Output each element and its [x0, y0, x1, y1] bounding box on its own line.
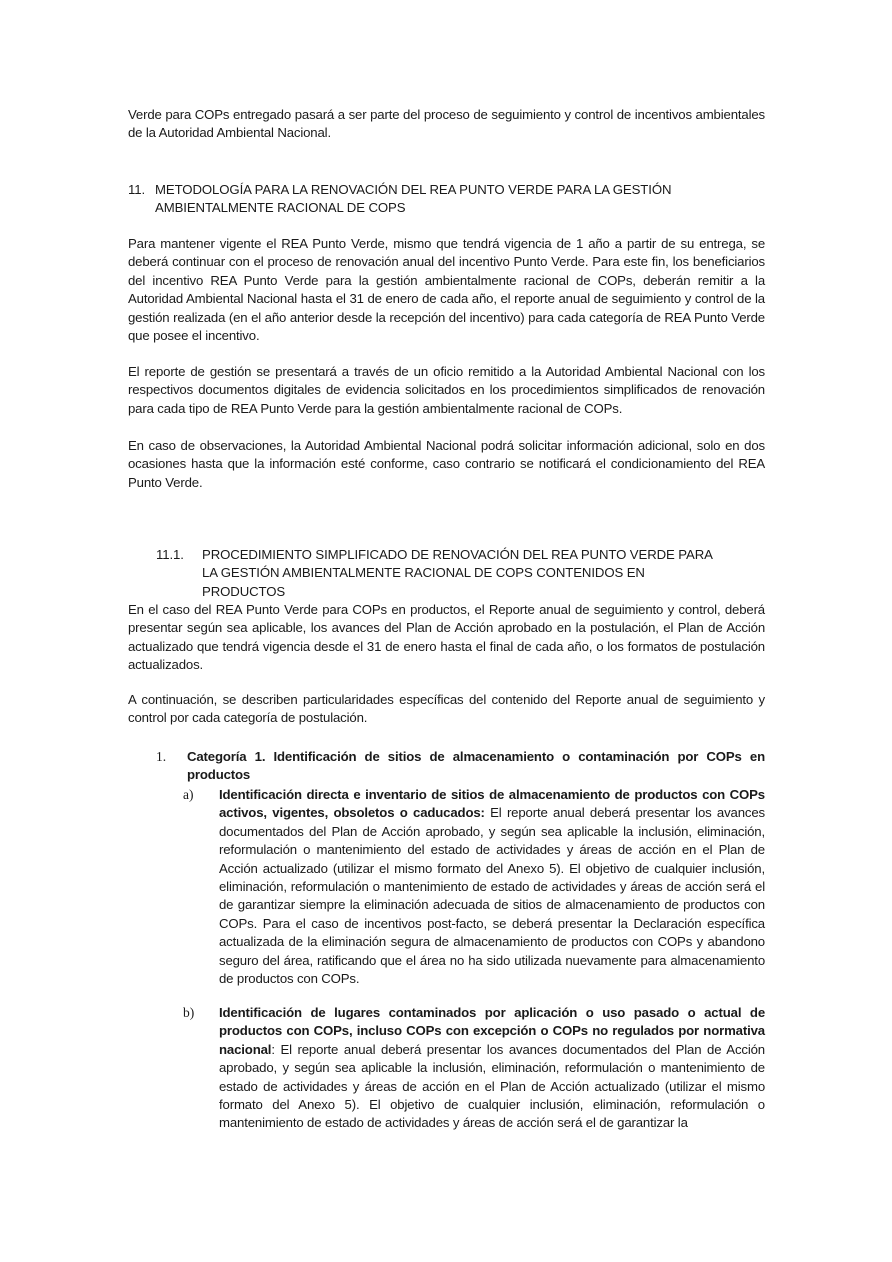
- section-11-paragraph-1: Para mantener vigente el REA Punto Verde, mismo que tendrá vigencia de 1 año a partir de su entrega, se deberá continuar con el proceso de renovación anual del incentivo Punto Verde. Para este fin, los beneficiarios del incentivo REA Punto Verde para la gestión ambientalmente racional de COPs, deberán remitir a la Autoridad Ambiental Nacional hasta el 31 de enero de cada año, el reporte anual de seguimiento y control de la gestión realizada (en el año anterior desde la recepción del incentivo) para cada categoría de REA Punto Verde que posee el incentivo.: [128, 236, 765, 344]
- section-11-number: 11.: [128, 182, 146, 197]
- category-1-title: Categoría 1. Identificación de sitios de almacenamiento o contaminación por COPs en productos: [187, 749, 765, 783]
- section-11-1-paragraph-2: A continuación, se describen particularidades específicas del contenido del Reporte anual de seguimiento y control por cada categoría de postulación.: [128, 692, 765, 726]
- section-11-paragraph-3: En caso de observaciones, la Autoridad Ambiental Nacional podrá solicitar información adicional, solo en dos ocasiones hasta que la información esté conforme, caso contrario se notificará el condicionamiento del REA Punto Verde.: [128, 438, 765, 490]
- subitem-b-text: : El reporte anual deberá presentar los avances documentados del Plan de Acción aprobado, y según sea aplicable la inclusión, eliminación, reformulación o mantenimiento de estado de actividades y áreas de acción en el Plan de Acción actualizado (utilizar el mismo formato del Anexo 5). El objetivo de cualquier inclusión, eliminación, reformulación o mantenimiento de estado de actividades y áreas de acción será el de garantizar la: [219, 1041, 765, 1131]
- section-11-1-title: PROCEDIMIENTO SIMPLIFICADO DE RENOVACIÓN DEL REA PUNTO VERDE PARA LA GESTIÓN AMBIENTALMENTE RACIONAL DE COPS CONTENIDOS EN PRODUCTOS: [202, 547, 713, 599]
- subitem-a-paragraph: [219, 786, 765, 988]
- subitem-b-heading: Identificación de lugares contaminados por aplicación o uso pasado o actual de productos con COPs, incluso COPs con excepción o COPs no regulados por normativa nacional: [219, 1005, 765, 1057]
- section-11-paragraph-2: El reporte de gestión se presentará a través de un oficio remitido a la Autoridad Ambiental Nacional con los respectivos documentos digitales de evidencia solicitados en los procedimientos simplificados de renovación para cada tipo de REA Punto Verde para la gestión ambientalmente racional de COPs.: [128, 364, 765, 416]
- section-11-1-number: 11.1.: [156, 547, 184, 562]
- list-item-number: 1.: [156, 749, 167, 764]
- subitem-letter-b: b): [183, 1005, 195, 1020]
- intro-continuation-paragraph: Verde para COPs entregado pasará a ser parte del proceso de seguimiento y control de incentivos ambientales de la Autoridad Ambiental Nacional.: [128, 107, 765, 141]
- section-11-1-paragraph-1: En el caso del REA Punto Verde para COPs en productos, el Reporte anual de seguimiento y control, deberá presentar según sea aplicable, los avances del Plan de Acción aprobado en la postulación, el Plan de Acción actualizado que tendrá vigencia desde el 31 de enero hasta el final de cada año, o los formatos de postulación actualizados.: [128, 602, 765, 673]
- subitem-a-heading: Identificación directa e inventario de sitios de almacenamiento de productos con COPs activos, vigentes, obsoletos o caducados:: [219, 787, 765, 821]
- section-11-title: METODOLOGÍA PARA LA RENOVACIÓN DEL REA PUNTO VERDE PARA LA GESTIÓN AMBIENTALMENTE RACIONAL DE COPS: [155, 182, 672, 216]
- subitem-letter-a: a): [183, 787, 194, 802]
- subitem-a-text: El reporte anual deberá presentar los avances documentados del Plan de Acción aprobado, y según sea aplicable la inclusión, eliminación, reformulación o mantenimiento del estado de actividades y áreas de acción en el Plan de Acción actualizado (utilizar el mismo formato del Anexo 5). El objetivo de cualquier inclusión, eliminación, reformulación o mantenimiento de estado de actividades y áreas de acción será el de garantizar siempre la eliminación adecuada de sitios de almacenamiento de productos con COPs. Para el caso de incentivos post-facto, se deberá presentar la Declaración específica actualizada de la eliminación segura de almacenamiento de productos con COPs y abandono seguro del área, ratificando que el área no ha sido utilizada nuevamente para almacenamiento de productos con COPs.: [219, 805, 765, 987]
- subitem-b-paragraph: [219, 1004, 765, 1133]
